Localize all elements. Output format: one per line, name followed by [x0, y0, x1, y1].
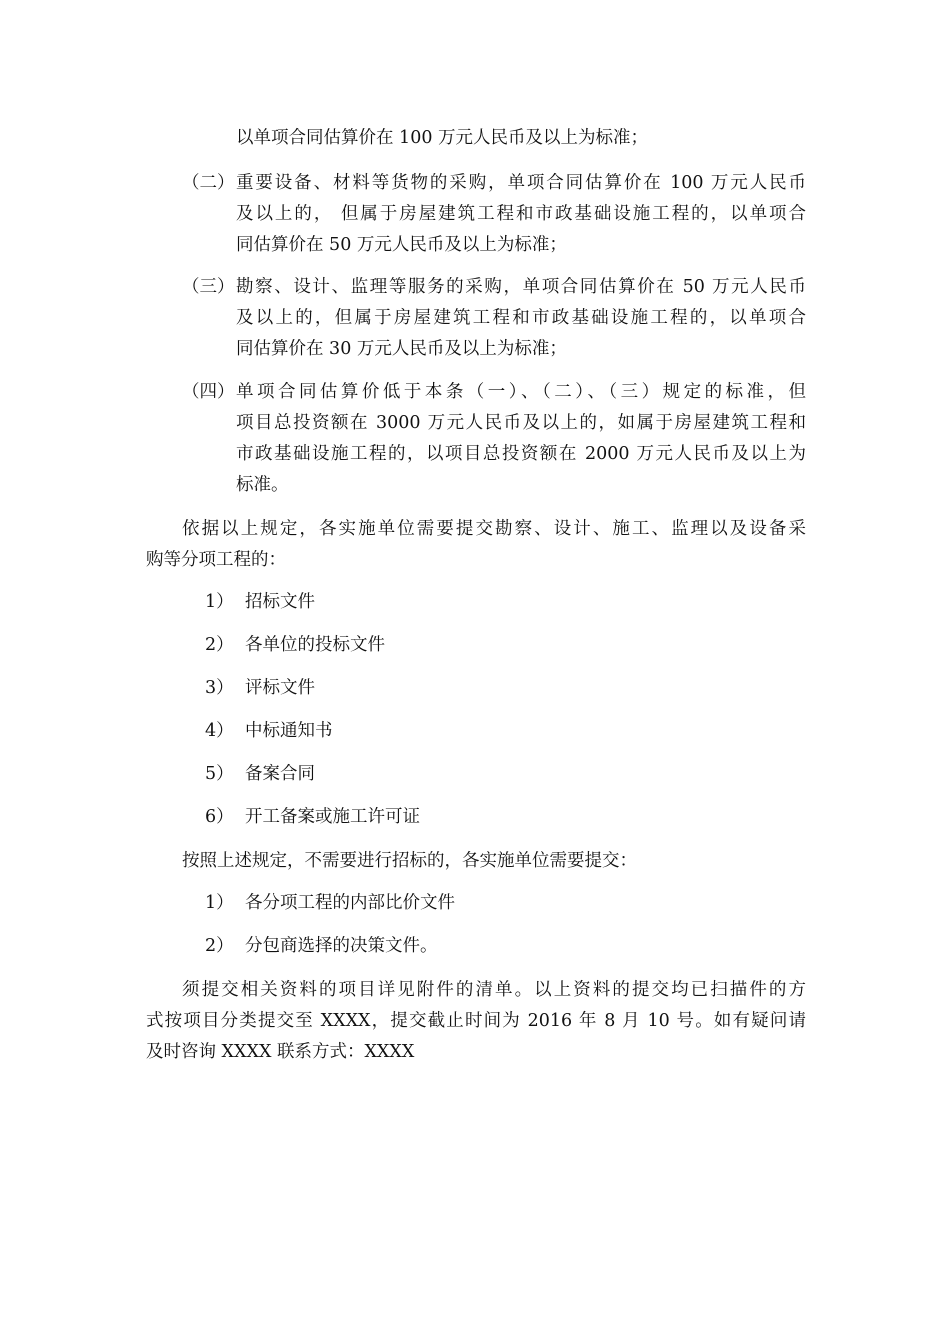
paragraph-line: 按照上述规定，不需要进行招标的，各实施单位需要提交： [182, 851, 637, 871]
item-text-line: 重要设备、材料等货物的采购，单项合同估算价在 100 万元人民币 [236, 173, 806, 193]
list-item: 开工备案或施工许可证 [245, 807, 420, 827]
list-item: 招标文件 [245, 592, 315, 612]
paragraph-line: 须提交相关资料的项目详见附件的清单。以上资料的提交均已扫描件的方 [182, 980, 806, 1000]
list-number: 1） [205, 893, 234, 913]
item-text-line: 标准。 [236, 475, 289, 495]
item-number: （二） [182, 173, 235, 193]
item-text-line: 单项合同估算价低于本条（一）、（二）、（三）规定的标准，但 [236, 382, 806, 402]
intro-continuation: 以单项合同估算价在 100 万元人民币及以上为标准； [236, 128, 649, 148]
list-number: 3） [205, 678, 234, 698]
item-text-line: 项目总投资额在 3000 万元人民币及以上的，如属于房屋建筑工程和 [236, 413, 806, 433]
list-item: 中标通知书 [245, 721, 333, 741]
item-number: （四） [182, 382, 235, 402]
item-text-line: 同估算价在 30 万元人民币及以上为标准； [236, 339, 567, 359]
item-number: （三） [182, 277, 235, 297]
list-item: 备案合同 [245, 764, 315, 784]
list-number: 5） [205, 764, 234, 784]
list-number: 4） [205, 721, 234, 741]
paragraph-line: 及时咨询 XXXX 联系方式：XXXX [146, 1042, 415, 1062]
list-item: 各单位的投标文件 [245, 635, 385, 655]
list-number: 2） [205, 635, 234, 655]
list-item: 分包商选择的决策文件。 [245, 936, 438, 956]
item-text-line: 及以上的，但属于房屋建筑工程和市政基础设施工程的，以单项合 [236, 308, 806, 328]
item-text-line: 及以上的， 但属于房屋建筑工程和市政基础设施工程的，以单项合 [236, 204, 806, 224]
paragraph-line: 依据以上规定，各实施单位需要提交勘察、设计、施工、监理以及设备采 [182, 519, 806, 539]
list-item: 评标文件 [245, 678, 315, 698]
paragraph-line: 购等分项工程的： [146, 550, 286, 570]
item-text-line: 勘察、设计、监理等服务的采购，单项合同估算价在 50 万元人民币 [236, 277, 806, 297]
item-text-line: 同估算价在 50 万元人民币及以上为标准； [236, 235, 567, 255]
list-number: 6） [205, 807, 234, 827]
list-item: 各分项工程的内部比价文件 [245, 893, 455, 913]
list-number: 1） [205, 592, 234, 612]
paragraph-line: 式按项目分类提交至 XXXX，提交截止时间为 2016 年 8 月 10 号。如有疑问请 [146, 1011, 806, 1031]
list-number: 2） [205, 936, 234, 956]
item-text-line: 市政基础设施工程的，以项目总投资额在 2000 万元人民币及以上为 [236, 444, 806, 464]
